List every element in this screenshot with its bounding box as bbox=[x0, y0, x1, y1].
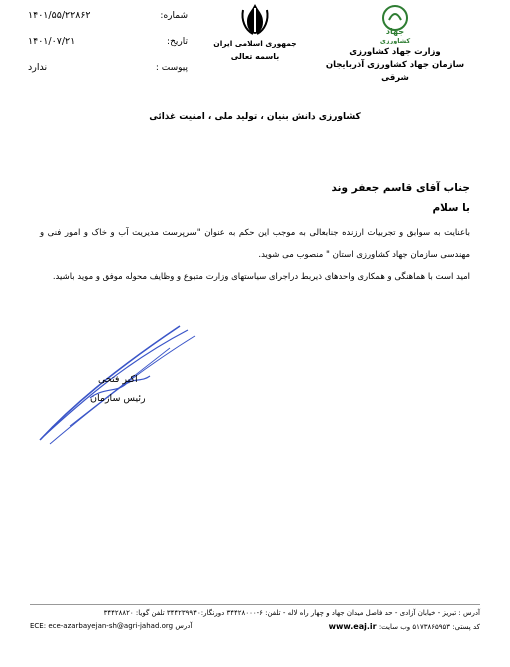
footer-website-link[interactable]: www.eaj.ir bbox=[328, 622, 377, 631]
attachment-row bbox=[28, 62, 188, 88]
slogan: کشاورزی دانش بنیان ، تولید ملی ، امنیت غذائی bbox=[149, 112, 361, 122]
logo-text-bottom: کشاورزی bbox=[379, 37, 411, 44]
footer-postal-web bbox=[329, 620, 480, 634]
number-value: ۱۴۰۱/۵۵/۲۲۸۶۲ bbox=[28, 10, 91, 21]
footer-postal: کد پستی: ۵۱۷۳۸۶۵۹۵۳ وب سایت: bbox=[378, 623, 480, 631]
footer-contact-line bbox=[30, 620, 480, 634]
footer-email[interactable]: آدرس ECE: ece-azarbayejan-sh@agri-jahad.org bbox=[30, 622, 193, 630]
ministry-header bbox=[320, 4, 470, 85]
emblem-header bbox=[210, 2, 300, 64]
country-name: جمهوری اسلامی ایران bbox=[213, 39, 297, 48]
invocation: باسمه تعالی bbox=[230, 52, 280, 61]
attachment-label: پیوست : bbox=[155, 63, 188, 73]
body-paragraph-2: امید است با هماهنگی و همکاری واحدهای ذیربط دراجرای سیاستهای وزارت متبوع و وظایف محوله موفق و موید باشید. bbox=[52, 272, 470, 282]
number-row bbox=[28, 10, 188, 36]
footer-address-line bbox=[30, 607, 480, 620]
greeting: با سلام bbox=[432, 202, 470, 214]
organization-name: سازمان جهاد کشاورزی آذربایجان شرقی bbox=[325, 60, 465, 83]
date-value: ۱۴۰۱/۰۷/۲۱ bbox=[28, 36, 76, 47]
number-label: شماره: bbox=[160, 11, 188, 21]
letter-footer bbox=[30, 604, 480, 634]
letter-meta bbox=[28, 10, 188, 88]
signer-title: رئیس سازمان bbox=[90, 393, 146, 404]
signature-block bbox=[90, 370, 146, 408]
ministry-name: وزارت جهاد کشاورزی bbox=[349, 47, 441, 57]
letter-body bbox=[40, 222, 470, 288]
footer-address: آدرس : تبریز - خیابان آزادی - حد فاصل میدان جهاد و چهار راه لاله - تلفن: ۶-۳۴۴۲۸۰۰۰ دورنگار:۳۴۴۲۳۹۹۴۰ تلفن گویا: ۳۴۴۲۸۸۲۰ bbox=[103, 609, 480, 617]
iran-emblem-icon bbox=[239, 2, 271, 36]
signer-name: اکبر فتحی bbox=[97, 374, 138, 385]
date-row bbox=[28, 36, 188, 62]
date-label: تاریخ: bbox=[167, 37, 188, 47]
body-paragraph-1: باعنایت به سوابق و تجربیات ارزنده جنابعالی به موجب این حکم به عنوان "سرپرست مدیریت آب و خاک و امور فنی و مهندسی سازمان جهاد کشاورزی استان " منصوب می شوید. bbox=[40, 228, 470, 260]
jahad-logo bbox=[367, 4, 423, 44]
attachment-value: ندارد bbox=[28, 62, 48, 73]
addressee bbox=[331, 178, 470, 218]
addressee-name: جناب آقای قاسم جعفر وند bbox=[331, 182, 470, 194]
logo-text-top: جهاد bbox=[385, 27, 405, 36]
